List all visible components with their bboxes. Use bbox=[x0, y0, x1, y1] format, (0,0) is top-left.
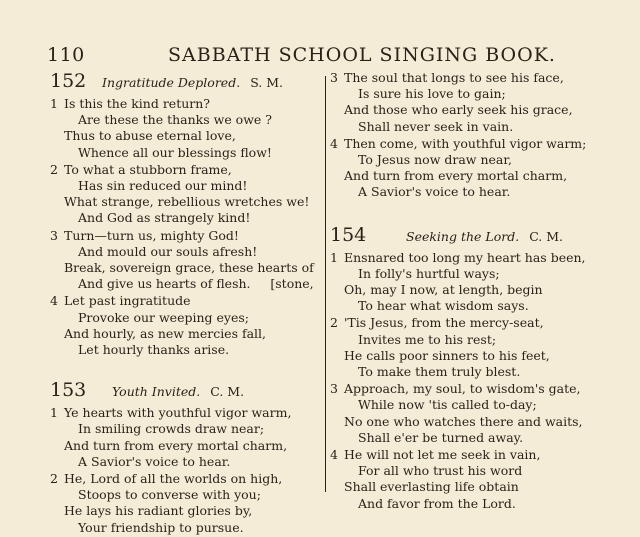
verse-line: Has sin reduced our mind! bbox=[78, 178, 248, 194]
verse-line: In smiling crowds draw near; bbox=[78, 421, 265, 437]
verse-line: To make them truly blest. bbox=[358, 364, 521, 380]
verse-line: Oh, may I now, at length, begin bbox=[344, 282, 543, 298]
verse bbox=[330, 381, 592, 446]
verse-line: 2 'Tis Jesus, from the mercy-seat, bbox=[330, 315, 544, 331]
verse-line: While now 'tis called to-day; bbox=[358, 397, 537, 413]
verse-line: Is sure his love to gain; bbox=[358, 86, 506, 102]
verse bbox=[50, 228, 322, 293]
verse-line: 1 Ye hearts with youthful vigor warm, bbox=[50, 405, 292, 421]
verse-line: He lays his radiant glories by, bbox=[64, 503, 253, 519]
page-number: 110 bbox=[47, 44, 85, 66]
verse-line: Provoke our weeping eyes; bbox=[78, 309, 249, 325]
hymn-153-continued bbox=[330, 70, 592, 201]
verse bbox=[330, 70, 592, 135]
verse-number: 1 bbox=[50, 96, 58, 111]
hymn-header bbox=[330, 224, 592, 250]
verse-number: 4 bbox=[330, 135, 338, 151]
verse-number: 3 bbox=[330, 381, 338, 397]
hymn-meter: S. M. bbox=[250, 75, 284, 90]
verse-number: 1 bbox=[50, 405, 58, 421]
verse-line: And hourly, as new mercies fall, bbox=[64, 325, 267, 341]
verse-line: Your friendship to pursue. bbox=[78, 519, 244, 535]
verse bbox=[50, 96, 322, 161]
verse-line: 4 He will not let me seek in vain, bbox=[330, 447, 541, 463]
hymn-header bbox=[50, 70, 322, 96]
verse bbox=[330, 315, 592, 380]
verse-line: And turn from every mortal charm, bbox=[344, 168, 568, 184]
verse-line: For all who trust his word bbox=[358, 463, 523, 479]
verse-number: 2 bbox=[50, 471, 58, 487]
verse bbox=[50, 405, 322, 470]
verse-line: And favor from the Lord. bbox=[358, 495, 516, 511]
verse-line: 3 Turn—turn us, mighty God! bbox=[50, 227, 239, 243]
verse-number: 2 bbox=[50, 161, 58, 177]
verse-line: Thus to abuse eternal love, bbox=[64, 128, 236, 144]
verse-line: 1 Ensnared too long my heart has been, bbox=[330, 249, 586, 265]
verse-line: To hear what wisdom says. bbox=[358, 298, 529, 314]
verse-number: 3 bbox=[50, 227, 58, 243]
verse-line: Are these the thanks we owe ? bbox=[78, 112, 272, 128]
running-title: SABBATH SCHOOL SINGING BOOK. bbox=[168, 44, 556, 66]
verse-line: To Jesus now draw near, bbox=[358, 152, 512, 168]
hymn-number: 154 bbox=[330, 223, 367, 246]
verse-line: And those who early seek his grace, bbox=[344, 102, 573, 118]
hymn-title: Youth Invited. bbox=[112, 384, 201, 400]
verse-line: 1 Is this the kind return? bbox=[50, 96, 211, 111]
verse-line: Shall e'er be turned away. bbox=[358, 429, 524, 445]
hymn-number: 152 bbox=[50, 70, 87, 92]
hymn-title: Seeking the Lord. bbox=[406, 228, 520, 244]
hymn-header bbox=[50, 379, 322, 405]
verse bbox=[330, 250, 592, 315]
verse-number: 1 bbox=[330, 249, 338, 265]
verse-line: Shall never seek in vain. bbox=[358, 118, 514, 134]
verse-line: 4 Then come, with youthful vigor warm; bbox=[330, 135, 587, 151]
verse-line: 4 Let past ingratitude bbox=[50, 293, 191, 309]
verse-number: 3 bbox=[330, 70, 338, 85]
verse bbox=[50, 162, 322, 227]
verse-line: 3 The soul that longs to see his face, bbox=[330, 70, 564, 85]
verse-line: Invites me to his rest; bbox=[358, 331, 497, 347]
hymn-meter: C. M. bbox=[210, 384, 245, 400]
verse bbox=[330, 136, 592, 201]
verse-line: Shall everlasting life obtain bbox=[344, 479, 519, 495]
verse-line: A Savior's voice to hear. bbox=[78, 453, 231, 469]
verse-line: And give us hearts of flesh. [stone, bbox=[78, 276, 314, 292]
verse-line: What strange, rebellious wretches we! bbox=[64, 194, 310, 210]
verse-line: No one who watches there and waits, bbox=[344, 413, 583, 429]
left-column bbox=[50, 70, 322, 537]
verse-line: 2 To what a stubborn frame, bbox=[50, 161, 232, 177]
hymn-154 bbox=[330, 224, 592, 512]
verse-line: 2 He, Lord of all the worlds on high, bbox=[50, 471, 283, 487]
hymn-number: 153 bbox=[50, 379, 87, 402]
verse-line: In folly's hurtful ways; bbox=[358, 265, 500, 281]
right-column bbox=[330, 70, 592, 513]
verse-line: And mould our souls afresh! bbox=[78, 243, 258, 259]
verse-line: And turn from every mortal charm, bbox=[64, 437, 288, 453]
verse-line: Break, sovereign grace, these hearts of bbox=[64, 260, 314, 276]
verse bbox=[50, 293, 322, 358]
verse-line: A Savior's voice to hear. bbox=[358, 184, 511, 200]
verse-line: 3 Approach, my soul, to wisdom's gate, bbox=[330, 381, 581, 397]
verse-line: Let hourly thanks arise. bbox=[78, 342, 230, 358]
verse-number: 2 bbox=[330, 315, 338, 331]
verse-line: Whence all our blessings flow! bbox=[78, 144, 272, 160]
hymn-title: Ingratitude Deplored. bbox=[102, 75, 241, 90]
verse-number: 4 bbox=[50, 293, 58, 309]
verse-line: Stoops to converse with you; bbox=[78, 487, 261, 503]
verse bbox=[50, 471, 322, 536]
verse-line: And God as strangely kind! bbox=[78, 210, 251, 226]
column-divider bbox=[325, 76, 326, 492]
verse-number: 4 bbox=[330, 447, 338, 463]
hymn-meter: C. M. bbox=[529, 228, 564, 244]
verse bbox=[330, 447, 592, 512]
hymn-152 bbox=[50, 70, 322, 358]
hymn-153 bbox=[50, 379, 322, 536]
verse-line: He calls poor sinners to his feet, bbox=[344, 347, 550, 363]
